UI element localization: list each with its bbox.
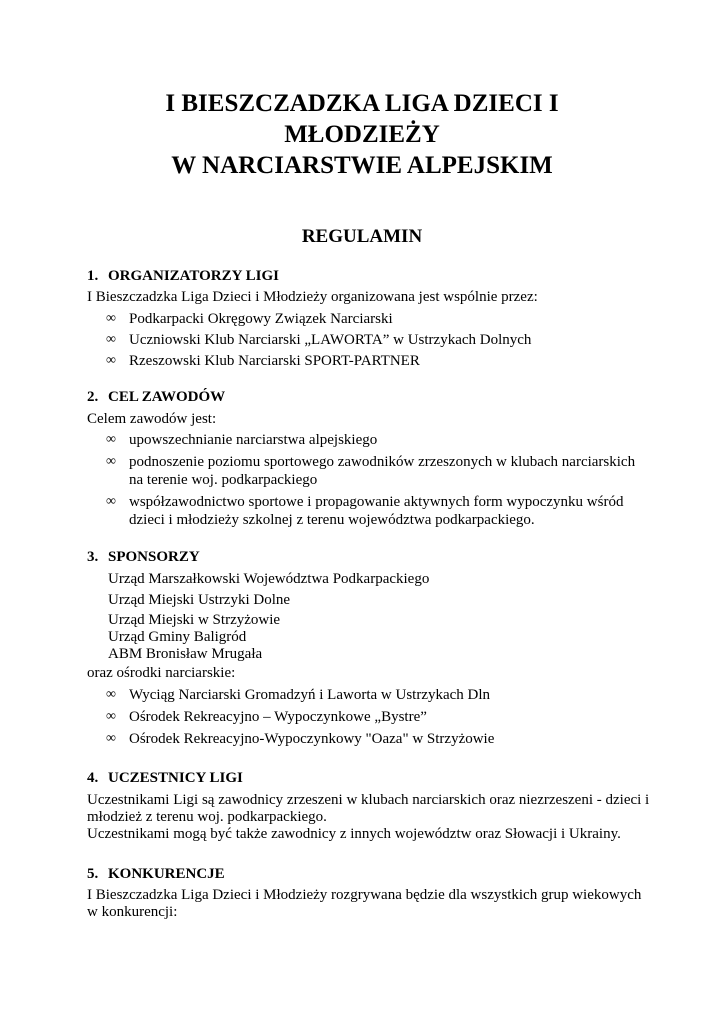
document-title-line-2: MŁODZIEŻY bbox=[284, 121, 440, 148]
resorts-intro: oraz ośrodki narciarskie: bbox=[87, 665, 236, 681]
section-3-heading bbox=[87, 549, 200, 566]
infinity-bullet-icon: ∞ bbox=[106, 332, 116, 347]
list-item: ∞ podnoszenie poziomu sportowego zawodników zrzeszonych w klubach narciarskich bbox=[106, 454, 636, 470]
infinity-bullet-icon: ∞ bbox=[106, 494, 116, 509]
list-item: ∞ Uczniowski Klub Narciarski „LAWORTA” w Ustrzykach Dolnych bbox=[106, 332, 532, 348]
list-item: ∞ Podkarpacki Okręgowy Związek Narciarski bbox=[106, 311, 393, 327]
paragraph-line: Uczestnikami Ligi są zawodnicy zrzeszeni w klubach narciarskich oraz niezrzeszeni - dzieci i bbox=[87, 792, 650, 808]
infinity-bullet-icon: ∞ bbox=[106, 432, 116, 447]
section-3-number: 3. bbox=[87, 549, 99, 565]
sponsor-line: Urząd Miejski w Strzyżowie bbox=[108, 612, 281, 628]
infinity-bullet-icon: ∞ bbox=[106, 311, 116, 326]
sponsor-line: Urząd Gminy Baligród bbox=[108, 629, 247, 645]
document-title-line-3: W NARCIARSTWIE ALPEJSKIM bbox=[171, 152, 553, 179]
paragraph-line: I Bieszczadzka Liga Dzieci i Młodzieży rozgrywana będzie dla wszystkich grup wiekowych bbox=[87, 887, 642, 903]
infinity-bullet-icon: ∞ bbox=[106, 731, 116, 746]
section-4-heading bbox=[87, 770, 243, 787]
section-3-title: SPONSORZY bbox=[108, 549, 200, 565]
list-item: ∞ Rzeszowski Klub Narciarski SPORT-PARTNER bbox=[106, 353, 420, 369]
list-item: ∞ współzawodnictwo sportowe i propagowanie aktywnych form wypoczynku wśród bbox=[106, 494, 624, 510]
section-1-intro: I Bieszczadzka Liga Dzieci i Młodzieży organizowana jest wspólnie przez: bbox=[87, 289, 538, 305]
section-1-heading bbox=[87, 268, 279, 285]
section-1-title: ORGANIZATORZY LIGI bbox=[108, 268, 280, 284]
paragraph-line: Uczestnikami mogą być także zawodnicy z innych województw oraz Słowacji i Ukrainy. bbox=[87, 826, 621, 842]
infinity-bullet-icon: ∞ bbox=[106, 709, 116, 724]
sponsor-line: Urząd Marszałkowski Województwa Podkarpackiego bbox=[108, 571, 430, 587]
document-subtitle: REGULAMIN bbox=[301, 226, 423, 247]
sponsor-line: ABM Bronisław Mrugała bbox=[108, 646, 263, 662]
list-item: ∞ Ośrodek Rekreacyjno – Wypoczynkowe „Bystre” bbox=[106, 709, 427, 725]
document-title-line-1: I BIESZCZADZKA LIGA DZIECI I bbox=[165, 90, 559, 117]
section-4-number: 4. bbox=[87, 770, 99, 786]
section-1-list bbox=[106, 310, 531, 370]
section-1-number: 1. bbox=[87, 268, 99, 284]
section-2-intro: Celem zawodów jest: bbox=[87, 411, 217, 427]
infinity-bullet-icon: ∞ bbox=[106, 353, 116, 368]
section-2-heading bbox=[87, 389, 225, 406]
section-2-number: 2. bbox=[87, 389, 99, 405]
paragraph-line: młodzież z terenu woj. podkarpackiego. bbox=[87, 809, 327, 825]
resorts-list bbox=[106, 686, 494, 748]
section-5-title: KONKURENCJE bbox=[108, 866, 225, 882]
list-item-continuation: dzieci i młodzieży szkolnej z terenu województwa podkarpackiego. bbox=[129, 512, 535, 528]
paragraph-line: w konkurencji: bbox=[87, 904, 178, 920]
list-item: ∞ upowszechnianie narciarstwa alpejskiego bbox=[106, 432, 378, 448]
section-5-heading bbox=[87, 866, 225, 883]
infinity-bullet-icon: ∞ bbox=[106, 687, 116, 702]
section-2-title: CEL ZAWODÓW bbox=[108, 389, 226, 405]
sponsor-line: Urząd Miejski Ustrzyki Dolne bbox=[108, 592, 291, 608]
section-5-number: 5. bbox=[87, 866, 99, 882]
section-2-list bbox=[106, 431, 635, 529]
list-item: ∞ Wyciąg Narciarski Gromadzyń i Laworta w Ustrzykach Dln bbox=[106, 687, 491, 703]
list-item-continuation: na terenie woj. podkarpackiego bbox=[129, 472, 318, 488]
infinity-bullet-icon: ∞ bbox=[106, 454, 116, 469]
list-item: ∞ Ośrodek Rekreacyjno-Wypoczynkowy "Oaza" w Strzyżowie bbox=[106, 731, 495, 747]
section-4-title: UCZESTNICY LIGI bbox=[108, 770, 243, 786]
